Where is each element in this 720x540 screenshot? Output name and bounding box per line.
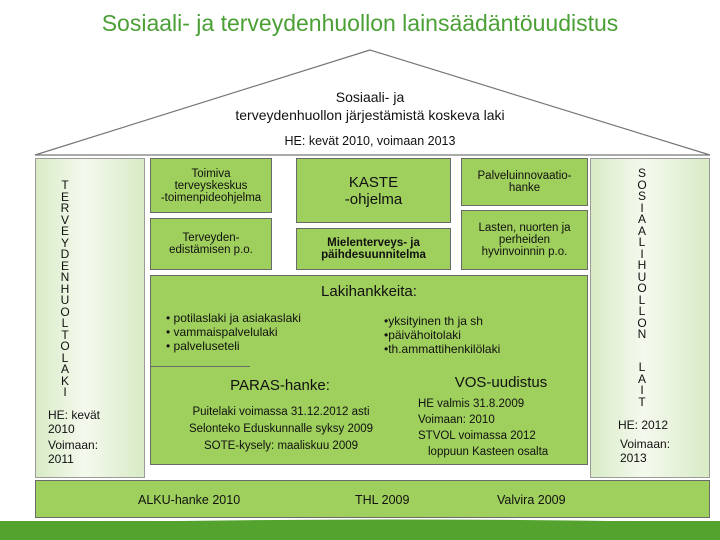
- right-pillar-letters-bottom: L A I T: [637, 360, 646, 409]
- list-item: • palveluseteli: [166, 339, 240, 353]
- toimiva-box: Toimiva terveyskeskus -toimenpideohjelma: [150, 158, 272, 213]
- bottom-wave-decoration: [0, 515, 720, 540]
- roof-he-text: HE: kevät 2010, voimaan 2013: [284, 134, 456, 148]
- lakihankkeita-heading: Lakihankkeita:: [321, 283, 417, 300]
- roof-law-line2: terveydenhuollon järjestämistä koskeva laki: [235, 107, 505, 123]
- paras-heading: PARAS-hanke:: [230, 377, 330, 394]
- terveyden-edistamisen-box: Terveyden- edistämisen p.o.: [150, 218, 272, 270]
- paras-details: Puitelaki voimassa 31.12.2012 asti Selonteko Eduskunnalle syksy 2009 SOTE-kysely: maaliskuu 2009: [188, 406, 374, 452]
- lakihankkeita-right-list: [384, 314, 500, 356]
- palveluinnovaatio-box: Palveluinnovaatio- hanke: [461, 158, 588, 206]
- valvira-label: Valvira 2009: [497, 493, 566, 507]
- right-pillar-he: HE: 2012: [618, 418, 669, 432]
- mielenterveys-box: Mielenterveys- ja päihdesuunnitelma: [296, 228, 451, 270]
- thl-label: THL 2009: [355, 493, 410, 507]
- lasten-nuorten-box: Lasten, nuorten ja perheiden hyvinvoinnin p.o.: [461, 210, 588, 270]
- right-pillar-voimaan: Voimaan: 2013: [620, 437, 671, 465]
- vos-heading: VOS-uudistus: [454, 374, 548, 391]
- list-item: •th.ammattihenkilölaki: [384, 342, 501, 356]
- kaste-box: KASTE -ohjelma: [296, 158, 451, 223]
- list-item: •päivähoitolaki: [384, 328, 461, 342]
- right-pillar-letters-top: S O S I A A L I H U O L L O N: [637, 166, 647, 341]
- list-item: • potilaslaki ja asiakaslaki: [166, 311, 301, 325]
- paras-separator: [150, 366, 250, 367]
- roof-law-title: [150, 88, 590, 124]
- list-item: • vammaispalvelulaki: [166, 325, 278, 339]
- roof-law-line1: Sosiaali- ja: [335, 89, 405, 105]
- left-pillar-letters: T E R V E Y D E N H U O L T O L A K I: [60, 178, 70, 399]
- page-title: Sosiaali- ja terveydenhuollon lainsäädäntöuudistus: [101, 10, 619, 36]
- lakihankkeita-left-list: [166, 311, 301, 353]
- left-pillar-he: HE: kevät 2010: [48, 408, 101, 436]
- alku-hanke-label: ALKU-hanke 2010: [138, 493, 241, 507]
- left-pillar-voimaan: Voimaan: 2011: [48, 438, 99, 466]
- vos-details: HE valmis 31.8.2009 Voimaan: 2010 STVOL voimassa 2012 loppuun Kasteen osalta: [418, 398, 549, 458]
- list-item: •yksityinen th ja sh: [384, 314, 483, 328]
